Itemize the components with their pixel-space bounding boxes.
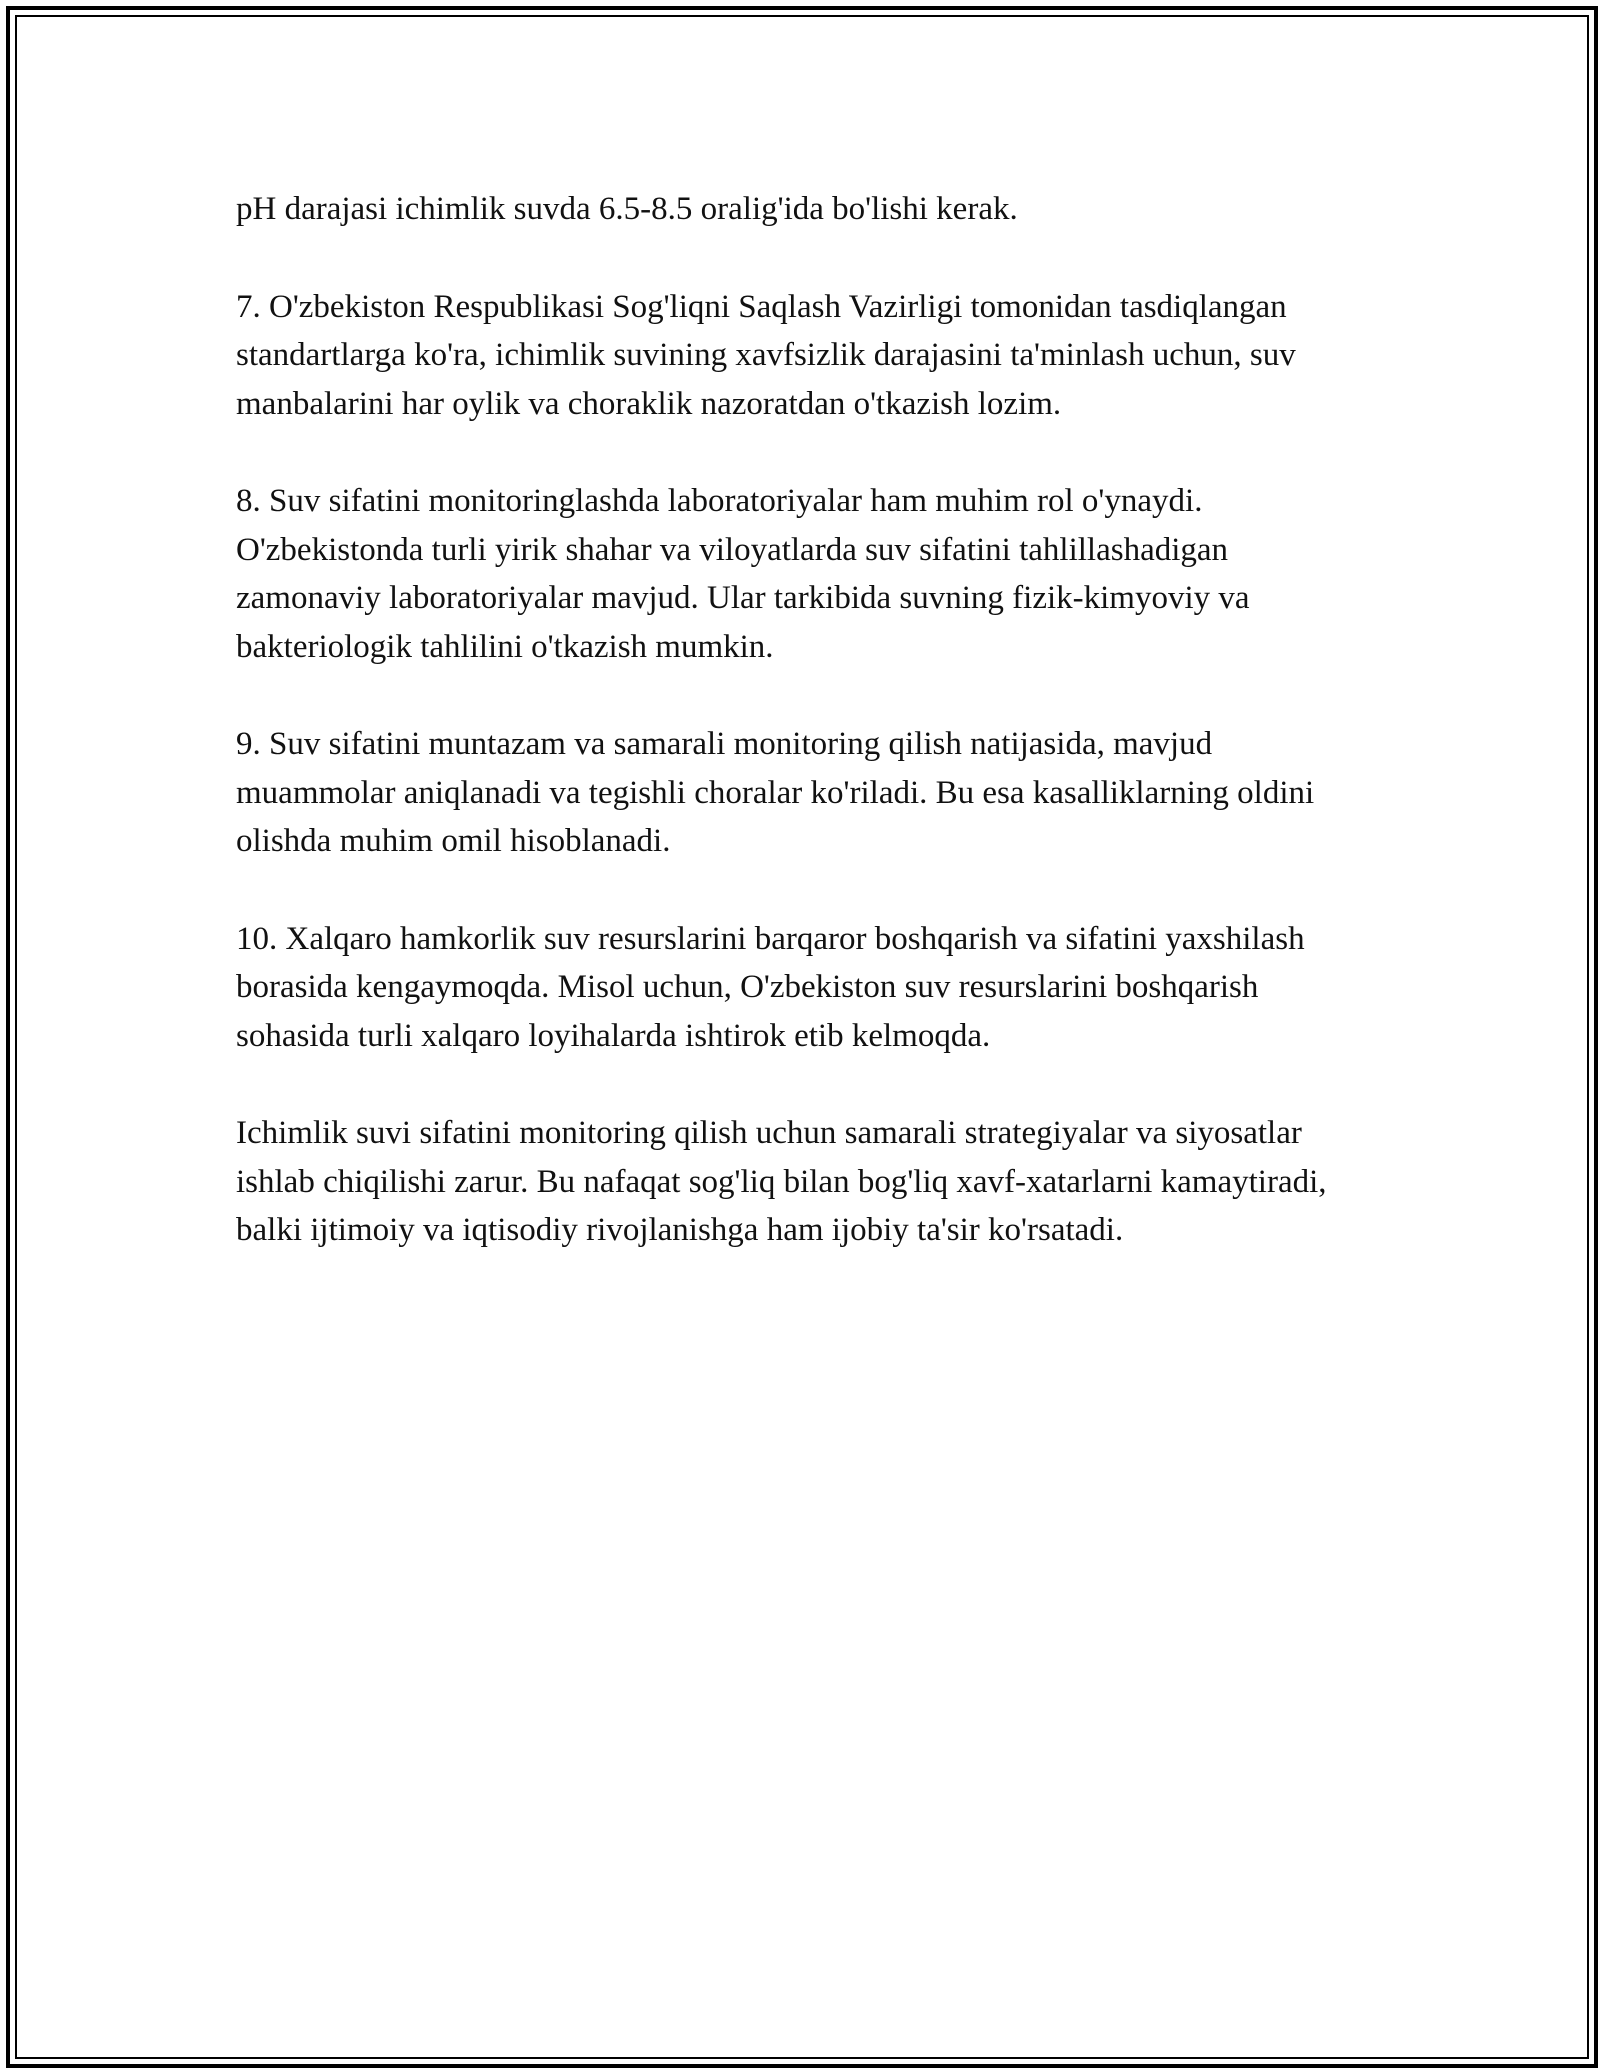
paragraph-ph-level: pH darajasi ichimlik suvda 6.5-8.5 oralig'ida bo'lishi kerak. — [236, 191, 1018, 227]
paragraph-conclusion: Ichimlik suvi sifatini monitoring qilish uchun samarali strategiyalar va siyosatlar ishlab chiqilishi zarur. Bu nafaqat sog'liq bilan bog'liq xavf-xatarlarni kamaytiradi, balki ijtimoiy va iqtisodiy rivojlanishga ham ijobiy ta'sir ko'rsatadi. — [236, 1115, 1327, 1248]
document-body — [236, 185, 1376, 1304]
paragraph-10-cooperation: 10. Xalqaro hamkorlik suv resurslarini barqaror boshqarish va sifatini yaxshilash borasida kengaymoqda. Misol uchun, O'zbekiston suv resurslarini boshqarish sohasida turli xalqaro loyihalarda ishtirok etib kelmoqda. — [236, 920, 1305, 1054]
paragraph-7-standards: 7. O'zbekiston Respublikasi Sog'liqni Saqlash Vazirligi tomonidan tasdiqlangan standartlarga ko'ra, ichimlik suvining xavfsizlik darajasini ta'minlash uchun, suv manbalarini har oylik va choraklik nazoratdan o'tkazish lozim. — [236, 288, 1296, 422]
paragraph-8-laboratories: 8. Suv sifatini monitoringlashda laboratoriyalar ham muhim rol o'ynaydi. O'zbekistonda turli yirik shahar va viloyatlarda suv sifatini tahlillashadigan zamonaviy laboratoriyalar mavjud. Ular tarkibida suvning fizik-kimyoviy va bakteriologik tahlilini o'tkazish mumkin. — [236, 483, 1250, 665]
paragraph-9-monitoring: 9. Suv sifatini muntazam va samarali monitoring qilish natijasida, mavjud muammolar aniqlanadi va tegishli choralar ko'riladi. Bu esa kasalliklarning oldini olishda muhim omil hisoblanadi. — [236, 726, 1315, 859]
